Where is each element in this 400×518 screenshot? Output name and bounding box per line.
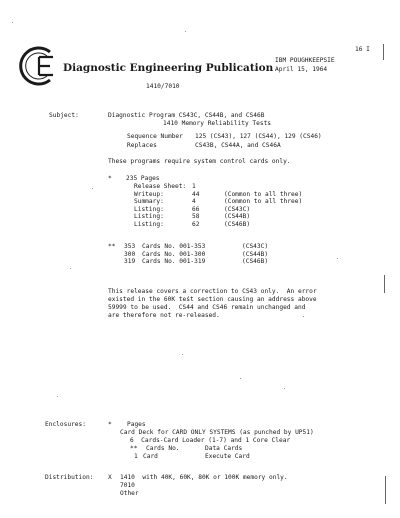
pages-row-count: 58 [192,213,200,221]
enclosures-line-2: 6 Cards-Card Loader (1-7) and 1 Core Clear [130,437,291,444]
enclosures-cards-marker: ** [130,445,138,452]
scan-edge-line [385,476,386,504]
pages-total: 235 Pages [126,175,160,182]
enclosures-cards-no: Cards No. [146,445,180,452]
pages-row-name: Summary: [134,198,164,206]
cards-marker: ** [108,243,116,250]
scan-speck [70,268,71,269]
cards-row-label: Cards No. 001-319 [142,258,206,266]
pages-row-name: Writeup: [134,190,164,198]
pages-row-count: 1 [192,183,196,190]
cards-table [124,243,268,266]
release-note-line-1: This release covers a correction to CS43 only. An error [108,288,317,295]
header-date: April 15, 1964 [275,66,328,73]
corner-mark: 16 I [355,46,370,53]
enclosures-marker: * [108,421,112,428]
pages-row-name: Release Sheet: [134,183,187,190]
pages-row [134,213,302,221]
scan-speck [284,388,285,389]
pages-row-name: Listing: [134,205,164,213]
subject-label: Subject: [49,112,79,119]
pages-row-note [224,183,302,191]
ce-logo-icon [16,44,60,88]
release-note-line-2: existed in the 60K test section causing an address above [108,296,317,303]
distribution-line-2: 7010 [120,482,135,489]
cards-row-note: (CS43C) [242,243,269,250]
pages-row-count: 4 [192,198,196,206]
replaces-label: Replaces [127,142,157,149]
subject-line-1: Diagnostic Program CS43C, CS44B, and CS46B [108,112,265,119]
pages-marker: * [108,175,112,182]
pages-row [134,221,302,229]
enclosures-card-label: Card [143,453,158,460]
enclosures-execute-card: Execute Card [205,453,250,460]
pages-row [134,198,302,206]
cards-row [124,251,268,259]
cards-row-note: (CS44B) [242,250,269,258]
scan-speck [182,354,183,355]
pages-row-name: Listing: [134,213,164,221]
scan-speck [337,258,338,259]
pages-row-count: 66 [192,205,200,213]
pages-row-note: (Common to all three) [224,198,303,206]
pages-row [134,183,302,191]
scan-speck [92,188,93,189]
cards-row-count: 300 [124,250,136,258]
distribution-label: Distribution: [45,474,94,481]
enclosures-label: Enclosures: [45,421,86,428]
pages-row-note: (CS44B) [224,213,251,221]
scan-speck [240,378,241,379]
pages-row-count: 44 [192,190,200,198]
replaces-value: CS43B, CS44A, and CS46A [195,142,281,149]
subject-line-2: 1410 Memory Reliability Tests [163,120,272,127]
cards-row-label: Cards No. 001-353 [142,243,206,250]
cards-row-count: 353 [124,243,136,250]
header-location: IBM POUGHKEEPSIE [275,57,335,64]
enclosures-pages: Pages [127,421,146,428]
cards-row [124,243,268,251]
enclosures-card-count: 1 [134,453,138,460]
scan-speck [303,316,304,317]
pages-row [134,191,302,199]
pages-row-count: 62 [192,220,200,228]
control-cards-note: These programs require system control cards only. [108,158,291,165]
publication-title: Diagnostic Engineering Publication [63,62,274,74]
sequence-value: 125 (CS43), 127 (CS44), 129 (CS46) [195,133,322,140]
sequence-label: Sequence Number [127,133,183,140]
scan-speck [185,31,186,32]
distribution-line-3: Other [120,490,139,497]
release-note-line-3: 59999 to be used. CS44 and CS46 remain unchanged and [108,304,306,311]
scan-edge-line [383,44,384,60]
enclosures-line-1: Card Deck for CARD ONLY SYSTEMS (as punched by UP51) [120,429,314,436]
cards-row-note: (CS46B) [242,258,269,266]
pages-row-note: (CS43C) [224,205,251,213]
cards-row-label: Cards No. 001-300 [142,250,206,258]
release-note-line-4: are therefore not re-released. [108,312,220,319]
scan-edge-line [384,275,385,293]
machine-number: 1410/7010 [146,83,180,90]
distribution-marker: X [108,474,112,481]
pages-row [134,206,302,214]
pages-row-name: Listing: [134,220,164,228]
pages-row-note: (CS46B) [224,220,251,228]
pages-row-note: (Common to all three) [224,190,303,198]
scan-speck [57,396,58,397]
distribution-line-1: 1410 with 40K, 60K, 80K or 100K memory only. [120,474,288,481]
cards-row-count: 319 [124,258,136,266]
pages-table [134,183,302,229]
cards-row [124,258,268,266]
scan-speck [12,22,13,23]
enclosures-data-cards: Data Cards [205,445,243,452]
